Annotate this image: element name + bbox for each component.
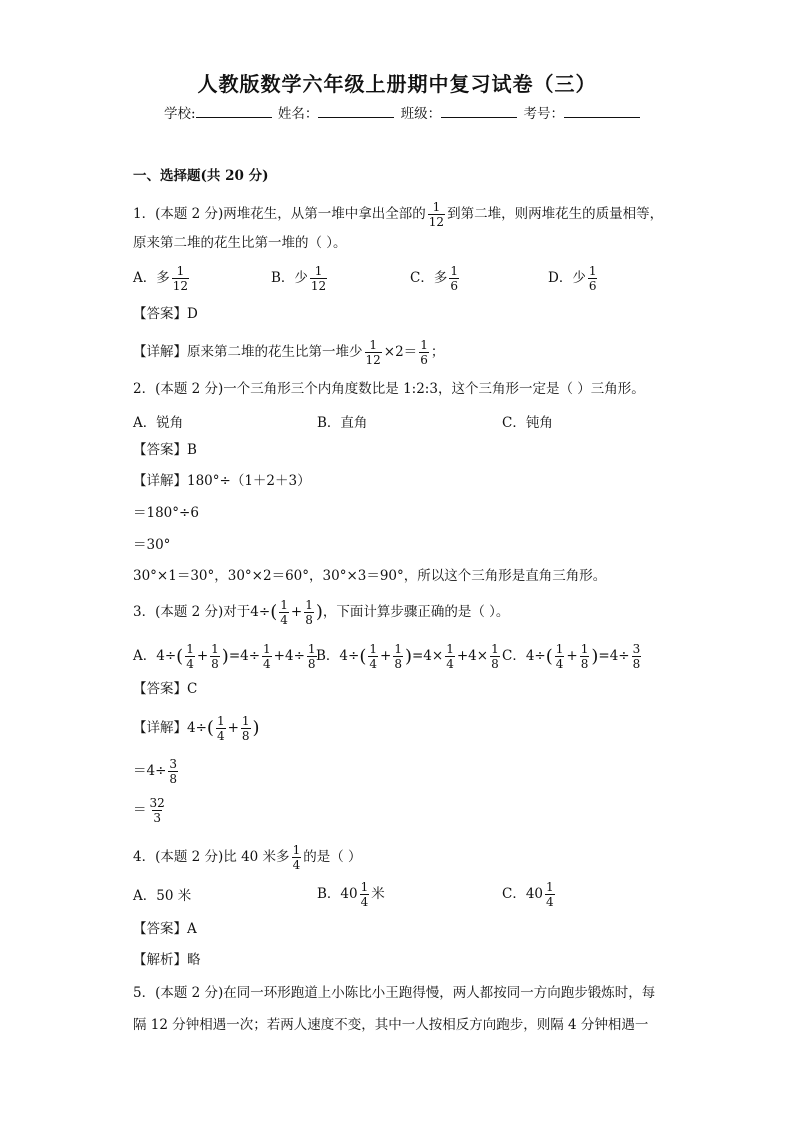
right-paren: ) [252, 717, 260, 739]
q2-option-a[interactable]: A．锐角 [133, 415, 184, 431]
option-fraction [360, 880, 370, 909]
option-label: A． [133, 648, 157, 664]
number-label: 考号： [523, 106, 564, 122]
number-blank[interactable] [564, 105, 640, 118]
denominator: 8 [394, 657, 402, 671]
denominator: 12 [365, 353, 381, 367]
expr-text: 4÷ [250, 604, 271, 620]
expr-text: 4÷ [339, 648, 360, 664]
detail-text: ×2＝ [383, 344, 418, 360]
option-fraction [172, 264, 189, 293]
denominator: 8 [632, 657, 641, 671]
numerator: 1 [555, 642, 564, 656]
left-paren: ( [176, 646, 184, 667]
q4-stem-text: 4．(本题 2 分)比 40 米多 [133, 849, 290, 865]
numerator: 1 [360, 880, 369, 894]
q4-stem-text: 的是（ ） [303, 849, 362, 865]
class-blank[interactable] [441, 105, 517, 118]
section-heading: 一、选择题(共 20 分) [133, 168, 269, 184]
option-label: B． [316, 648, 340, 664]
expr-fraction [185, 642, 195, 671]
plus-sign: + [290, 604, 303, 620]
option-fraction [588, 264, 598, 293]
detail-fraction [365, 338, 382, 367]
denominator: 8 [169, 772, 178, 786]
denominator: 8 [241, 729, 250, 743]
student-info [164, 102, 642, 122]
denominator: 8 [580, 657, 589, 671]
q1-stem-text: 1．(本题 2 分)两堆花生，从第一堆中拿出全部的 [133, 206, 426, 222]
denominator: 4 [280, 613, 288, 627]
left-paren: ( [270, 601, 278, 623]
denominator: 4 [186, 657, 194, 671]
expr-fraction [393, 642, 403, 671]
detail-text: 【详解】 [133, 720, 187, 736]
numerator: 1 [588, 264, 597, 278]
numerator: 1 [186, 642, 194, 656]
q5-stem-line2: 隔 12 分钟相遇一次；若两人速度不变，其中一人按相反方向跑步，则隔 4 分钟相遇一 [133, 1017, 649, 1033]
numerator: 1 [314, 264, 323, 278]
plus-sign: + [380, 648, 392, 664]
times-sign: × [431, 648, 444, 664]
numerator: 1 [292, 843, 301, 857]
plus-sign: + [456, 648, 469, 664]
denominator: 4 [263, 657, 271, 671]
expr-fraction [580, 642, 590, 671]
expr-fraction [168, 757, 178, 786]
right-paren: ) [591, 646, 599, 667]
denominator: 4 [360, 895, 369, 909]
denominator: 8 [491, 657, 499, 671]
q4-stem [133, 843, 362, 872]
name-label: 姓名： [277, 106, 319, 122]
q3-option-b[interactable]: B．4÷( $\frac{1}{4}$ + $\frac{1}{8}$ )=4× $\frac{1}{4}$ +4× $\frac{1}{8}$ [316, 642, 499, 671]
expr-fraction [279, 598, 289, 627]
school-label: 学校: [164, 106, 196, 122]
plus-sign: + [566, 648, 578, 664]
q3-step [133, 796, 168, 825]
step-text: ＝ [133, 802, 147, 818]
expr-text: 4÷ [156, 648, 177, 664]
detail-text: 【详解】原来第二堆的花生比第一堆少 [133, 344, 363, 360]
detail-fraction [419, 338, 429, 367]
plus-sign: + [196, 648, 209, 664]
q1-stem [133, 200, 663, 229]
times-sign: × [476, 648, 489, 664]
q1-stem-text: 到第二堆，则两堆花生的质量相等， [447, 206, 664, 222]
option-label: C．40 [502, 886, 544, 902]
option-label: A．多 [133, 270, 170, 286]
numerator: 1 [446, 642, 454, 656]
denominator: 8 [211, 657, 219, 671]
q4-fraction [292, 843, 302, 872]
expr-fraction [445, 642, 455, 671]
numerator: 1 [216, 714, 225, 728]
numerator: 1 [307, 642, 316, 656]
q1-option-b[interactable] [271, 264, 329, 293]
q2-answer: 【答案】B [133, 442, 197, 458]
q3-step [133, 757, 180, 786]
class-label: 班级： [400, 106, 442, 122]
expr-text: 4÷ [240, 648, 261, 664]
q1-fraction [428, 200, 445, 229]
expr-fraction [210, 642, 220, 671]
expr-text: 4÷ [609, 648, 630, 664]
expr-text: 4÷ [284, 648, 305, 664]
denominator: 12 [310, 279, 327, 293]
q1-option-d[interactable] [548, 264, 599, 293]
numerator: 1 [369, 642, 377, 656]
q1-stem-line2: 原来第二堆的花生比第一堆的（ ）。 [133, 235, 347, 251]
option-fraction [310, 264, 327, 293]
numerator: 3 [169, 757, 178, 771]
numerator: 1 [432, 200, 441, 214]
option-unit: 米 [371, 886, 385, 902]
denominator: 4 [446, 657, 454, 671]
numerator: 1 [420, 338, 428, 352]
q3-stem-text: 3．(本题 2 分)对于 [133, 604, 251, 620]
plus-sign: + [227, 720, 239, 736]
numerator: 1 [263, 642, 271, 656]
numerator: 32 [149, 796, 165, 810]
left-paren: ( [359, 646, 367, 667]
numerator: 3 [632, 642, 641, 656]
q1-detail [133, 338, 444, 367]
q1-option-c[interactable] [410, 264, 461, 293]
expr-text: 4÷ [525, 648, 546, 664]
expr-fraction [555, 642, 565, 671]
q1-option-a[interactable] [133, 264, 191, 293]
left-paren: ( [545, 646, 553, 667]
option-label: B．40 [317, 886, 358, 902]
denominator: 4 [555, 657, 564, 671]
equals-sign: = [598, 648, 610, 664]
q4-answer: 【答案】A [133, 921, 197, 937]
page-title: 人教版数学六年级上册期中复习试卷（三） [197, 72, 597, 96]
right-paren: ) [315, 601, 323, 623]
left-paren: ( [206, 717, 214, 739]
denominator: 3 [153, 811, 161, 825]
denominator: 4 [546, 895, 554, 909]
q5-stem: 5．(本题 2 分)在同一环形跑道上小陈比小王跑得慢，两人都按同一方向跑步锻炼时，每 [133, 985, 656, 1001]
numerator: 1 [546, 880, 554, 894]
detail-text: ； [430, 344, 445, 360]
expr-fraction [304, 598, 314, 627]
expr-fraction [262, 642, 272, 671]
numerator: 1 [580, 642, 589, 656]
numerator: 1 [450, 264, 458, 278]
q4-option-c[interactable] [502, 880, 557, 909]
equals-sign: = [411, 648, 424, 664]
denominator: 12 [428, 215, 445, 229]
step-text: ＝4÷ [133, 763, 167, 779]
school-blank[interactable] [196, 105, 272, 118]
right-paren: ) [404, 646, 412, 667]
denominator: 12 [172, 279, 189, 293]
equals-sign: = [228, 648, 241, 664]
numerator: 1 [241, 714, 250, 728]
q4-analysis: 【解析】略 [133, 952, 201, 968]
q4-option-b[interactable] [317, 880, 385, 909]
q2-step: ＝180°÷6 [133, 505, 199, 521]
numerator: 1 [211, 642, 219, 656]
option-fraction [449, 264, 459, 293]
q2-stem: 2．(本题 2 分)一个三角形三个内角度数比是 1:2:3，这个三角形一定是（ ）三角形。 [133, 381, 645, 397]
option-label: B．少 [271, 270, 308, 286]
q2-option-c[interactable]: C．钝角 [502, 415, 553, 431]
expr-fraction [241, 714, 251, 743]
expr-text: 4÷ [187, 720, 207, 736]
q2-option-b[interactable]: B．直角 [317, 415, 368, 431]
q2-step: 30°×1＝30°，30°×2＝60°，30°×3＝90°，所以这个三角形是直角三角形。 [133, 568, 607, 584]
numerator: 1 [176, 264, 185, 278]
denominator: 6 [450, 279, 458, 293]
denominator: 6 [420, 353, 428, 367]
option-label: C． [502, 648, 526, 664]
denominator: 4 [216, 729, 225, 743]
q2-detail: 【详解】180°÷（1＋2＋3） [133, 473, 311, 489]
denominator: 8 [307, 657, 316, 671]
expr-fraction [490, 642, 500, 671]
option-label: C．多 [410, 270, 448, 286]
expr-fraction [149, 796, 166, 825]
numerator: 1 [280, 598, 288, 612]
q3-detail [133, 714, 260, 743]
option-label: D．少 [548, 270, 586, 286]
numerator: 1 [394, 642, 402, 656]
plus-sign: + [273, 648, 285, 664]
numerator: 1 [305, 598, 313, 612]
right-paren: ) [221, 646, 229, 667]
denominator: 6 [588, 279, 597, 293]
q1-answer: 【答案】D [133, 306, 198, 322]
numerator: 1 [491, 642, 499, 656]
q3-stem [133, 598, 509, 627]
q2-step: ＝30° [133, 537, 171, 553]
denominator: 8 [305, 613, 313, 627]
option-fraction [545, 880, 555, 909]
denominator: 4 [292, 858, 301, 872]
q4-option-a[interactable]: A．50 米 [133, 888, 192, 904]
expr-fraction [216, 714, 226, 743]
expr-fraction [368, 642, 378, 671]
q3-option-a[interactable] [133, 642, 319, 671]
name-blank[interactable] [318, 105, 394, 118]
denominator: 4 [369, 657, 377, 671]
q3-stem-text: ，下面计算步骤正确的是（ ）。 [322, 604, 510, 620]
expr-fraction [632, 642, 642, 671]
q3-option-c[interactable] [502, 642, 643, 671]
numerator: 1 [369, 338, 377, 352]
q3-answer: 【答案】C [133, 681, 198, 697]
